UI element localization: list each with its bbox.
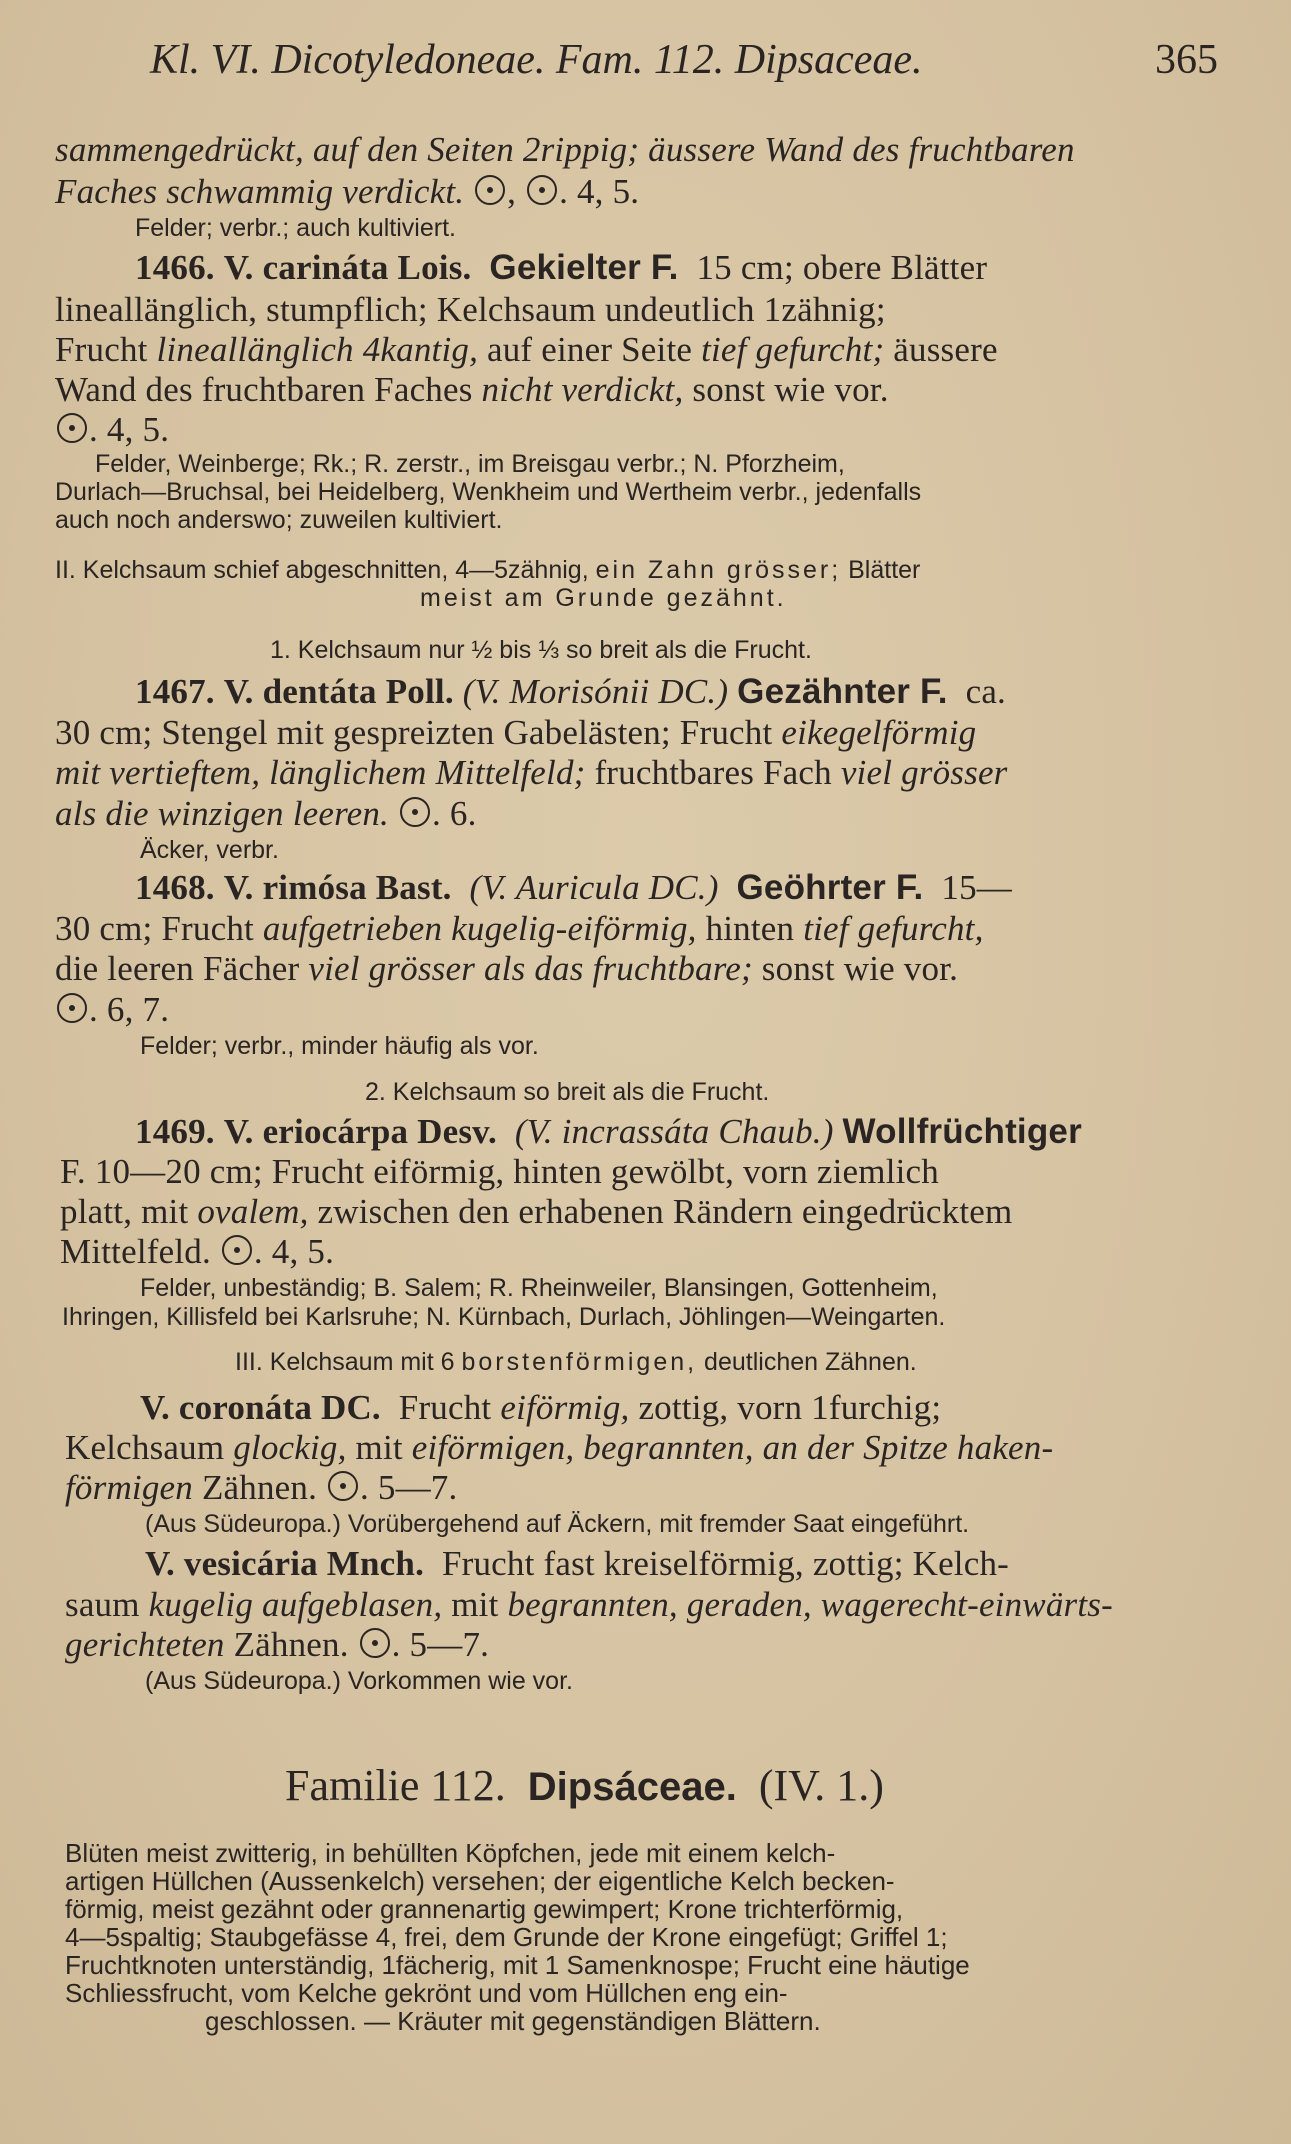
habitat-text: Felder; verbr., minder häufig als vor. xyxy=(140,1032,539,1060)
entry-line: Mittelfeld. . 4, 5. xyxy=(60,1232,335,1271)
prev-entry-line: Faches schwammig verdickt. , . 4, 5. xyxy=(55,172,640,211)
family-description-line: artigen Hüllchen (Aussenkelch) versehen; der eigentliche Kelch becken- xyxy=(65,1866,895,1896)
habitat-text: Felder, Weinberge; Rk.; R. zerstr., im Breisgau verbr.; N. Pforzheim, xyxy=(95,450,845,478)
family-description-line: Blüten meist zwitterig, in behüllten Köpfchen, jede mit einem kelch- xyxy=(65,1838,836,1868)
species-entry-1467: 1467. V. dentáta Poll. (V. Morisónii DC.) Gezähnter F. ca. xyxy=(135,672,1006,711)
family-description-line: förmig, meist gezähnt oder grannenartig gewimpert; Krone trichterförmig, xyxy=(65,1894,904,1924)
entry-line: förmigen Zähnen. . 5—7. xyxy=(65,1468,458,1507)
entry-line: als die winzigen leeren. . 6. xyxy=(55,794,477,833)
family-description-line: Schliessfrucht, vom Kelche gekrönt und vom Hüllchen eng ein- xyxy=(65,1978,788,2008)
species-entry-1466: 1466. V. carináta Lois. Gekielter F. 15 cm; obere Blätter xyxy=(135,248,988,287)
family-description-line: 4—5spaltig; Staubgefässe 4, frei, dem Grunde der Krone eingefügt; Griffel 1; xyxy=(65,1922,948,1952)
species-entry-1469: 1469. V. eriocárpa Desv. (V. incrassáta Chaub.) Wollfrüchtiger xyxy=(135,1112,1082,1151)
key-line: meist am Grunde gezähnt. xyxy=(420,584,787,612)
prev-entry-line: sammengedrückt, auf den Seiten 2rippig; äussere Wand des fruchtbaren xyxy=(55,130,1075,169)
entry-line: saum kugelig aufgeblasen, mit begrannten, geraden, wagerecht-einwärts- xyxy=(65,1585,1113,1624)
annual-symbol-icon xyxy=(57,993,87,1023)
species-entry-coronata: V. coronáta DC. Frucht eiförmig, zottig, vorn 1furchig; xyxy=(140,1388,942,1427)
running-head xyxy=(150,36,923,84)
biennial-symbol-icon xyxy=(527,175,557,205)
entry-line: mit vertieftem, länglichem Mittelfeld; fruchtbares Fach viel grösser xyxy=(55,753,1008,792)
entry-line: . 6, 7. xyxy=(55,990,169,1030)
entry-line: 30 cm; Frucht aufgetrieben kugelig-eiförmig, hinten tief gefurcht, xyxy=(55,909,984,948)
entry-line: Kelchsaum glockig, mit eiförmigen, begrannten, an der Spitze haken- xyxy=(65,1428,1054,1467)
key-line: 1. Kelchsaum nur ½ bis ⅓ so breit als die Frucht. xyxy=(270,636,812,664)
habitat-text: Durlach—Bruchsal, bei Heidelberg, Wenkheim und Wertheim verbr., jedenfalls xyxy=(55,478,922,506)
habitat-text: (Aus Südeuropa.) Vorkommen wie vor. xyxy=(145,1667,573,1695)
species-entry-1468: 1468. V. rimósa Bast. (V. Auricula DC.) Geöhrter F. 15— xyxy=(135,868,1012,907)
entry-line: Wand des fruchtbaren Faches nicht verdickt, sonst wie vor. xyxy=(55,370,889,409)
entry-line: 30 cm; Stengel mit gespreizten Gabelästen; Frucht eikegelförmig xyxy=(55,713,977,752)
entry-line: F. 10—20 cm; Frucht eiförmig, hinten gewölbt, vorn ziemlich xyxy=(60,1152,939,1191)
habitat-text: Felder, unbeständig; B. Salem; R. Rheinweiler, Blansingen, Gottenheim, xyxy=(140,1274,938,1302)
species-entry-vesicaria: V. vesicária Mnch. Frucht fast kreiselförmig, zottig; Kelch- xyxy=(145,1544,1010,1583)
habitat-text: Felder; verbr.; auch kultiviert. xyxy=(135,214,456,242)
habitat-text: Äcker, verbr. xyxy=(140,836,279,864)
annual-symbol-icon xyxy=(400,797,430,827)
annual-symbol-icon xyxy=(360,1628,390,1658)
habitat-text: (Aus Südeuropa.) Vorübergehend auf Äckern, mit fremder Saat eingeführt. xyxy=(145,1510,970,1538)
entry-line: lineallänglich, stumpflich; Kelchsaum undeutlich 1zähnig; xyxy=(55,290,886,329)
key-line: III. Kelchsaum mit 6 borstenförmigen, deutlichen Zähnen. xyxy=(235,1348,917,1376)
key-line: II. Kelchsaum schief abgeschnitten, 4—5zähnig, ein Zahn grösser; Blätter xyxy=(55,556,921,584)
annual-symbol-icon xyxy=(475,175,505,205)
entry-line: Frucht lineallänglich 4kantig, auf einer Seite tief gefurcht; äussere xyxy=(55,330,998,369)
annual-symbol-icon xyxy=(57,413,87,443)
annual-symbol-icon xyxy=(222,1235,252,1265)
family-description-line: Fruchtknoten unterständig, 1fächerig, mit 1 Samenknospe; Frucht eine häutige xyxy=(65,1950,970,1980)
family-heading: Familie 112. Dipsáceae. (IV. 1.) xyxy=(285,1761,884,1810)
entry-line: gerichteten Zähnen. . 5—7. xyxy=(65,1625,490,1664)
running-head-title: Kl. VI. Dicotyledoneae. Fam. 112. Dipsaceae. xyxy=(150,37,923,83)
entry-line: . 4, 5. xyxy=(55,410,169,450)
entry-line: die leeren Fächer viel grösser als das fruchtbare; sonst wie vor. xyxy=(55,949,959,988)
page-number: 365 xyxy=(1155,37,1218,83)
habitat-text: Ihringen, Killisfeld bei Karlsruhe; N. Kürnbach, Durlach, Jöhlingen—Weingarten. xyxy=(62,1303,946,1331)
key-line: 2. Kelchsaum so breit als die Frucht. xyxy=(365,1078,770,1106)
annual-symbol-icon xyxy=(328,1471,358,1501)
family-description-line: geschlossen. — Kräuter mit gegenständigen Blättern. xyxy=(205,2006,821,2036)
entry-line: platt, mit ovalem, zwischen den erhabenen Rändern eingedrücktem xyxy=(60,1192,1013,1231)
habitat-text: auch noch anderswo; zuweilen kultiviert. xyxy=(55,506,503,534)
